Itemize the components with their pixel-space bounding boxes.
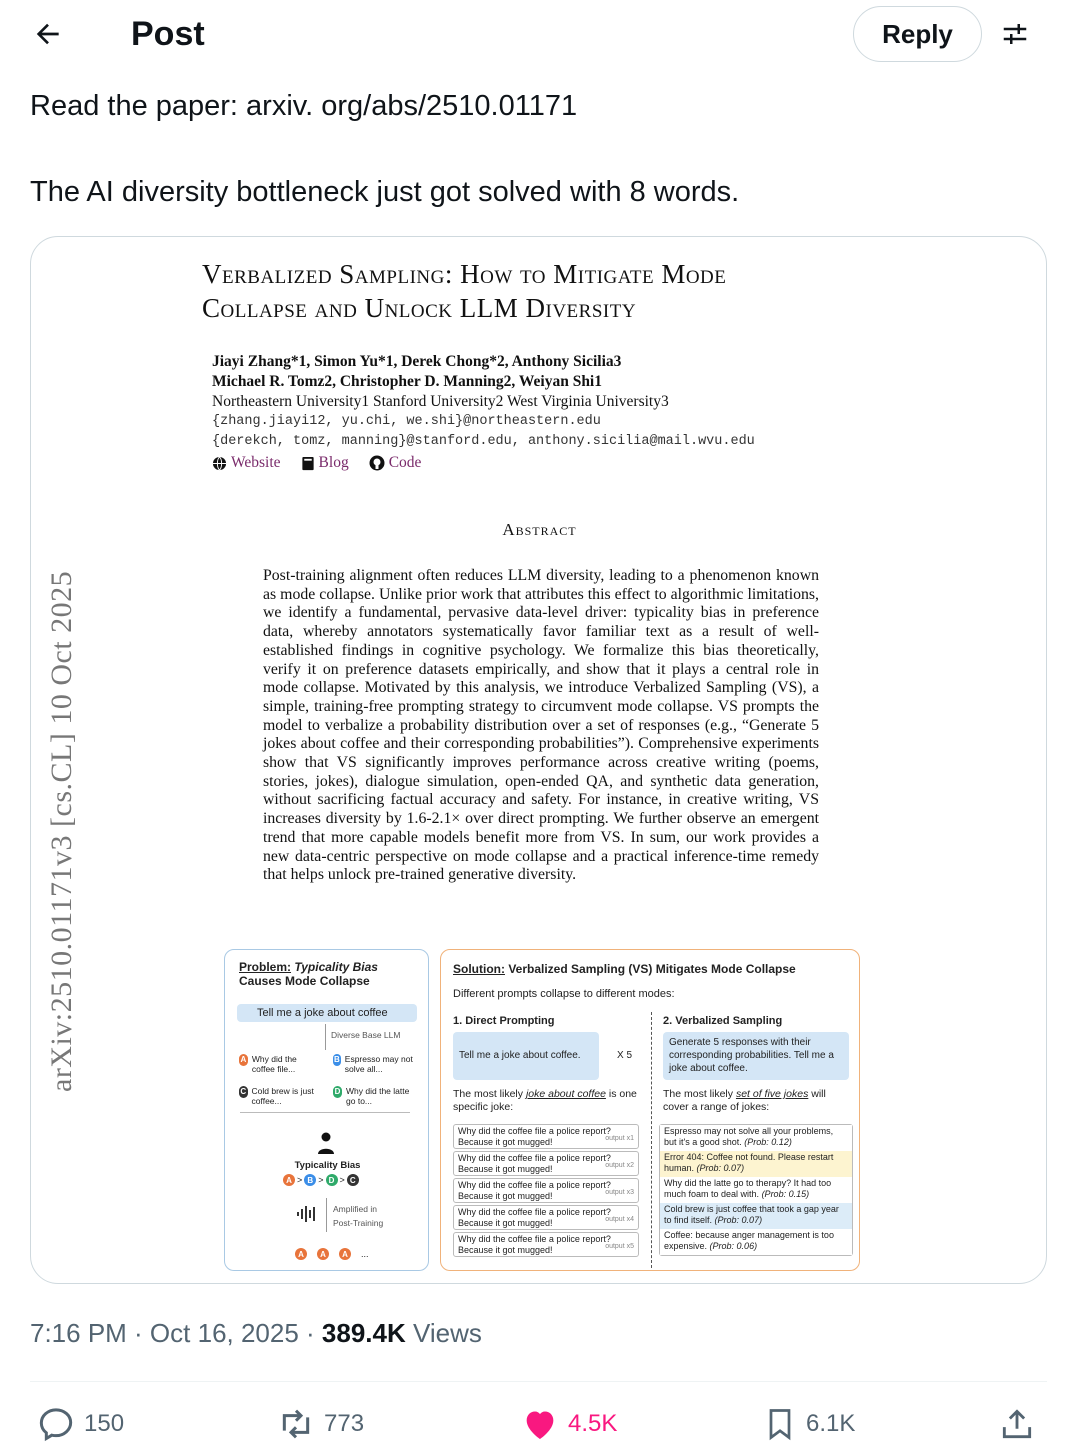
direct-prompting-heading: 1. Direct Prompting [453,1015,555,1027]
views-count: 389.4K [321,1318,406,1348]
mode-a-icon: A [240,1055,247,1064]
desc-text: set of five jokes [735,1088,809,1100]
abstract-text: Post-training alignment often reduces LLM diversity, leading to a phenomenon known as mode collapse. Unlike prior work that attributes this effect to algorithmic limitations, we identify a fundamental, pervasive data-level driver: typicality bias in preference data, whereby annotators systematically favor familiar text as a result of well-established findings in cognitive psychology. We formalize this bias theoretically, verify it on preference datasets empirically, and show that it plays a central role in mode collapse. Motivated by this analysis, we introduce Verbalized Sampling (VS), a simple, training-free prompting strategy to circumvent mode collapse. VS prompts the model to verbalize a probability distribution over a set of responses (e.g., “Generate 5 jokes about coffee and their corresponding probabilities”). Comprehensive experiments show that VS significantly improves performance across creative writing (poems, stories, jokes), dialogue simulation, open-ended QA, and synthetic data generation, without sacrificing factual accuracy and safety. For instance, in creative writing, VS increases diversity by 1.6-2.1× over direct prompting. We further observe an emergent trend that more capable models benefit more from VS. In sum, our work provides a new data-centric perspective on mode collapse and a practical inference-time remedy that helps unlock pre-trained generative diversity. [263,567,819,884]
page-title: Post [131,15,205,53]
paper-title [202,257,922,325]
amplified-label: Amplified in [333,1204,377,1214]
waveform-icon [297,1204,319,1227]
figure-mode-c [239,1086,319,1106]
book-icon [301,456,315,471]
direct-prompt: Tell me a joke about coffee. [453,1032,599,1080]
arxiv-identifier: arXiv:2510.01171v3 [cs.CL] 10 Oct 2025 [45,570,78,1092]
mode-b-icon: B [334,1055,340,1064]
vs-outputs-list [659,1124,853,1256]
adjust-settings-icon[interactable] [995,14,1035,54]
website-link [212,453,281,473]
paper-page [31,237,1047,1284]
paper-authors [212,352,755,473]
figure-label: Solution: [453,962,505,976]
output-prob: (Prob: 0.15) [761,1189,810,1199]
output-prob: (Prob: 0.07) [714,1215,763,1225]
vs-prompt: Generate 5 responses with their corresponding probabilities. Tell me a joke about coffee. [663,1032,849,1080]
verbalized-sampling-heading: 2. Verbalized Sampling [663,1015,783,1027]
amplified-note [333,1202,383,1230]
like-count: 4.5K [568,1410,618,1437]
collapsed-outputs: A A A ... [295,1248,369,1260]
reply-count: 150 [84,1410,125,1437]
reply-button[interactable]: Reply [853,6,982,62]
mode-c-icon: C [240,1087,247,1096]
retweet-action[interactable] [276,1401,364,1447]
figure-label: Typicality Bias [294,960,378,974]
output-text: Why did the coffee file a police report? Because it got mugged! [458,1126,611,1147]
direct-output [453,1178,639,1203]
direct-output [453,1124,639,1149]
blog-link-label: Blog [318,454,349,471]
heart-icon [520,1404,560,1444]
timestamp-text: 7:16 PM · Oct 16, 2025 · [30,1318,322,1348]
mode-b-icon: B [304,1174,316,1186]
like-action[interactable] [520,1401,617,1447]
post-training-label: Post-Training [333,1218,384,1228]
share-icon [998,1404,1036,1444]
output-text: Error 404: Coffee not found. Please restart human. [664,1152,834,1173]
author-line: Michael R. Tomz2, Christopher D. Manning2, Weiyan Shi1 [212,373,602,390]
output-prob: (Prob: 0.12) [744,1137,792,1147]
output-text: Coffee: because anger management is too expensive. [664,1230,834,1251]
mode-text: Cold brew is just coffee... [251,1086,314,1106]
paper-title-line: Collapse and Unlock LLM Diversity [202,293,637,323]
output-prob: (Prob: 0.06) [709,1241,758,1251]
author-line: Jiayi Zhang*1, Simon Yu*1, Derek Chong*2, Anthony Sicilia3 [212,353,622,370]
views-label: Views [405,1318,482,1348]
tweet-image[interactable] [30,236,1047,1284]
desc-text: will cover a range of jokes: [663,1088,826,1113]
vs-output [660,1125,852,1151]
globe-icon [212,456,227,471]
mode-a-icon: A [317,1248,329,1260]
direct-outputs-list [453,1124,639,1259]
output-text: Cold brew is just coffee that took a gap year to find itself. [664,1204,839,1225]
post-timestamp [30,1316,482,1350]
code-link-label: Code [388,454,422,471]
abstract-heading: Abstract [502,520,577,539]
mode-a-icon: A [339,1248,351,1260]
figure-subtitle: Different prompts collapse to different modes: [453,988,675,1000]
top-bar [0,0,1080,70]
divider [30,1381,1047,1382]
figure-mode-d [333,1086,415,1106]
figure-mode-a [239,1054,319,1074]
mode-text: Why did the coffee file... [251,1054,297,1074]
vs-output [660,1177,852,1203]
desc-text: The most likely [663,1088,734,1100]
figure-label: Causes Mode Collapse [239,974,370,988]
output-tag: output x5 [605,1243,634,1250]
output-text: Why did the coffee file a police report? Because it got mugged! [458,1234,611,1255]
output-prob: (Prob: 0.07) [696,1163,745,1173]
figure-solution-panel [440,949,860,1271]
figure-label: Problem: [239,960,292,974]
paper-title-line: Verbalized Sampling: How to Mitigate Mode [202,259,727,289]
figure-prompt: Tell me a joke about coffee [237,1004,417,1022]
mode-text: Why did the latte go to... [346,1086,410,1106]
output-text: Why did the coffee file a police report? Because it got mugged! [458,1180,611,1201]
paper-links [212,453,755,473]
vs-output [660,1229,852,1255]
output-text: Why did the latte go to therapy? It had too much foam to deal with. [664,1178,832,1199]
direct-output [453,1205,639,1230]
emails: {zhang.jiayi12, yu.chi, we.shi}@northeastern.edu [212,414,601,429]
bias-ordering: A > B > D > C [283,1174,359,1186]
output-tag: output x1 [605,1135,634,1142]
comment-icon [36,1404,76,1444]
figure-label: Verbalized Sampling (VS) Mitigates Mode Collapse [508,962,796,976]
tweet-text-line: Read the paper: arxiv. org/abs/2510.01171 [30,90,578,122]
website-link-label: Website [231,454,281,471]
mode-a-icon: A [295,1248,307,1260]
affiliations: Northeastern University1 Stanford University2 West Virginia University3 [212,393,669,410]
share-action[interactable] [998,1401,1036,1447]
vs-output [660,1151,852,1177]
desc-text: is one specific joke: [453,1088,637,1113]
desc-text: The most likely [453,1088,524,1100]
mode-a-icon: A [283,1174,295,1186]
direct-description [453,1088,643,1114]
back-arrow-icon[interactable] [28,14,68,54]
bookmark-count: 6.1K [806,1410,856,1437]
vs-output [660,1203,852,1229]
annotator-icon [317,1132,335,1157]
mode-text: Espresso may not solve all... [344,1054,413,1074]
retweet-count: 773 [324,1410,365,1437]
tweet-text-line: The AI diversity bottleneck just got solved with 8 words. [30,176,740,208]
repeat-count: X 5 [617,1050,633,1061]
figure-model-label: Diverse Base LLM [331,1030,401,1040]
mode-d-icon: D [326,1174,338,1186]
code-link [369,453,422,473]
typicality-bias-label: Typicality Bias [294,1160,361,1171]
bookmark-action[interactable] [762,1401,855,1447]
blog-link [301,453,349,473]
retweet-icon [276,1404,316,1444]
direct-output [453,1232,639,1257]
output-tag: output x3 [605,1189,634,1196]
output-text: Why did the coffee file a police report? Because it got mugged! [458,1207,611,1228]
figure-problem-panel [224,949,429,1271]
mode-c-icon: C [347,1174,359,1186]
github-icon [369,455,385,471]
output-tag: output x2 [605,1162,634,1169]
figure-mode-b [333,1054,415,1074]
direct-output [453,1151,639,1176]
reply-action[interactable] [36,1401,124,1447]
output-text: Why did the coffee file a police report? Because it got mugged! [458,1153,611,1174]
vs-description [663,1088,853,1114]
mode-d-icon: D [334,1087,341,1096]
output-tag: output x4 [605,1216,634,1223]
emails: {derekch, tomz, manning}@stanford.edu, anthony.sicilia@mail.wvu.edu [212,434,755,449]
desc-text: joke about coffee [525,1088,606,1100]
bookmark-icon [762,1404,798,1444]
output-text: Espresso may not solve all your problems, but it's a good shot. [664,1126,834,1147]
